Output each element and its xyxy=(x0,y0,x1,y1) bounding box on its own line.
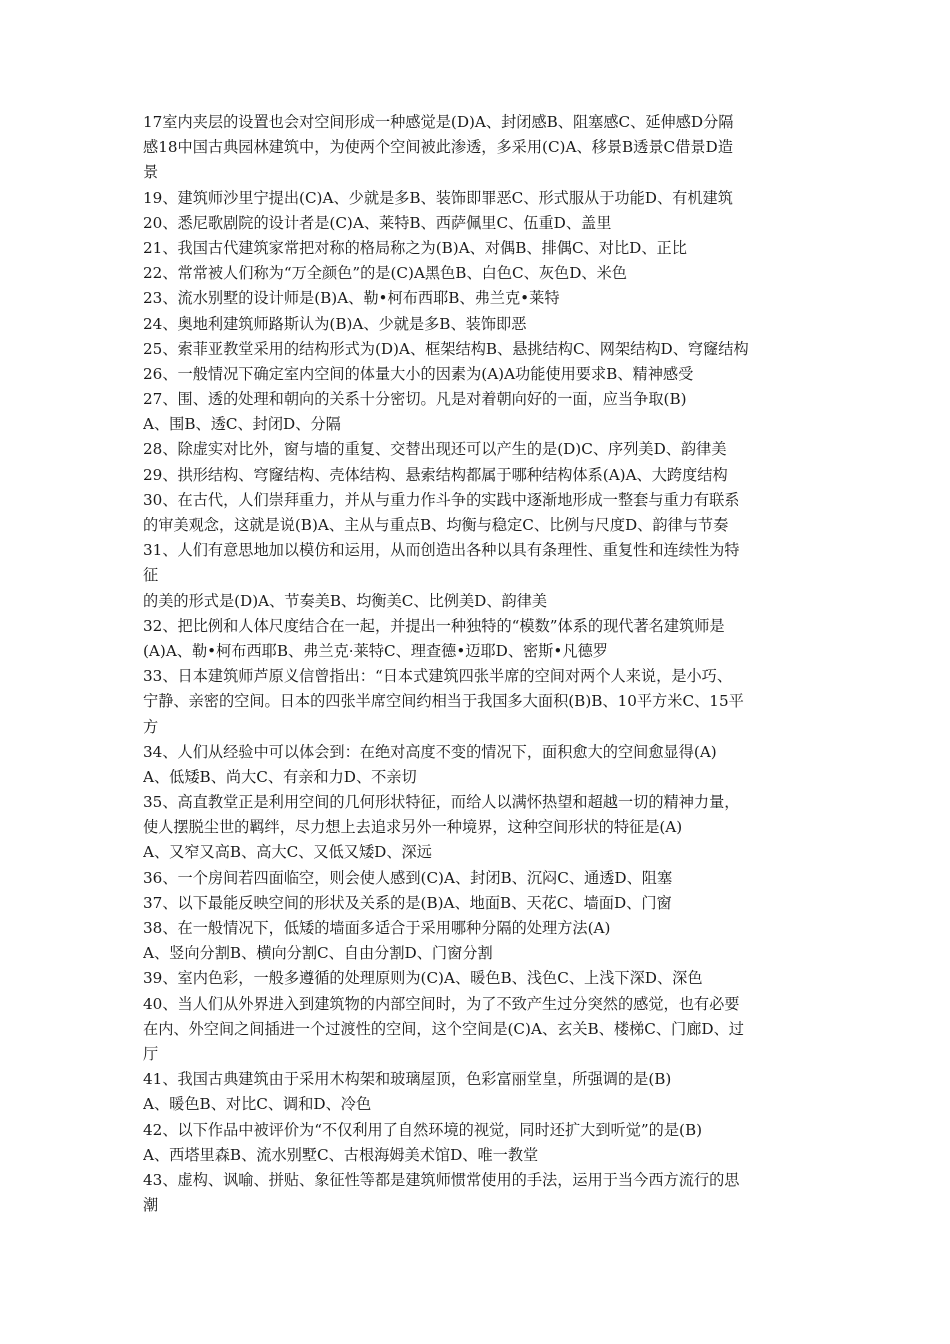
text-line: 30、在古代，人们崇拜重力，并从与重力作斗争的实践中逐渐地形成一整套与重力有联系 xyxy=(143,490,740,509)
text-line: 21、我国古代建筑家常把对称的格局称之为(B)A、对偶B、排偶C、对比D、正比 xyxy=(143,238,687,257)
text-line: 28、除虚实对比外，窗与墙的重复、交替出现还可以产生的是(D)C、序列美D、韵律美 xyxy=(143,440,727,459)
text-line: 感18中国古典园林建筑中，为使两个空间被此渗透，多采用(C)A、移景B透景C借景D造 xyxy=(143,138,733,157)
text-line: 29、拱形结构、穹窿结构、壳体结构、悬索结构都属于哪种结构体系(A)A、大跨度结构 xyxy=(143,465,728,484)
text-line: 42、以下作品中被评价为“不仅利用了自然环境的视觉，同时还扩大到听觉”的是(B) xyxy=(143,1120,703,1139)
text-line: 27、围、透的处理和朝向的关系十分密切。凡是对着朝向好的一面，应当争取(B) xyxy=(143,390,687,409)
text-line: 17室内夹层的设置也会对空间形成一种感觉是(D)A、封闭感B、阻塞感C、延伸感D分隔 xyxy=(143,113,734,131)
text-line: 20、悉尼歌剧院的设计者是(C)A、莱特B、西萨佩里C、伍重D、盖里 xyxy=(143,213,612,232)
text-line: A、西塔里森B、流水别墅C、古根海姆美术馆D、唯一教堂 xyxy=(143,1145,539,1164)
text-line: 的审美观念，这就是说(B)A、主从与重点B、均衡与稳定C、比例与尺度D、韵律与节奏 xyxy=(143,516,729,534)
text-line: 31、人们有意思地加以模仿和运用，从而创造出各种以具有条理性、重复性和连续性为特 xyxy=(143,541,740,560)
text-line: 的美的形式是(D)A、节奏美B、均衡美C、比例美D、韵律美 xyxy=(143,591,548,610)
text-line: A、低矮B、尚大C、有亲和力D、不亲切 xyxy=(143,767,417,786)
text-line: 23、流水别墅的设计师是(B)A、勒•柯布西耶B、弗兰克•莱特 xyxy=(143,289,560,308)
text-line: 36、一个房间若四面临空，则会使人感到(C)A、封闭B、沉闷C、通透D、阻塞 xyxy=(143,868,673,887)
text-line: 方 xyxy=(143,717,159,736)
text-line: A、围B、透C、封闭D、分隔 xyxy=(143,415,341,434)
text-line: 在内、外空间之间插进一个过渡性的空间，这个空间是(C)A、玄关B、楼梯C、门廊D、过 xyxy=(143,1019,744,1038)
text-line: 35、高直教堂正是利用空间的几何形状特征，而给人以满怀热望和超越一切的精神力量， xyxy=(143,793,740,812)
text-line: 22、常常被人们称为“万全颜色”的是(C)A黑色B、白色C、灰色D、米色 xyxy=(143,264,627,283)
text-line: 40、当人们从外界进入到建筑物的内部空间时，为了不致产生过分突然的感觉，也有必要 xyxy=(143,994,740,1013)
text-line: 景 xyxy=(143,163,159,182)
text-line: 38、在一般情况下，低矮的墙面多适合于采用哪种分隔的处理方法(A) xyxy=(143,919,611,937)
text-line: 39、室内色彩，一般多遵循的处理原则为(C)A、暖色B、浅色C、上浅下深D、深色 xyxy=(143,969,703,988)
text-line: 33、日本建筑师芦原义信曾指出：“日本式建筑四张半席的空间对两个人来说，是小巧、 xyxy=(143,667,733,686)
text-line: 厅 xyxy=(143,1044,159,1063)
text-line: 32、把比例和人体尺度结合在一起，并提出一种独特的“模数”体系的现代著名建筑师是 xyxy=(143,616,725,635)
text-line: 25、索菲亚教堂采用的结构形式为(D)A、框架结构B、悬挑结构C、网架结构D、穹窿结构 xyxy=(143,339,749,358)
text-line: 26、一般情况下确定室内空间的体量大小的因素为(A)A功能使用要求B、精神感受 xyxy=(143,364,694,383)
text-line: (A)A、勒•柯布西耶B、弗兰克·莱特C、理查德•迈耶D、密斯•凡德罗 xyxy=(143,641,608,660)
text-line: 37、以下最能反映空间的形状及关系的是(B)A、地面B、天花C、墙面D、门窗 xyxy=(143,893,672,912)
text-line: A、竖向分割B、横向分割C、自由分割D、门窗分割 xyxy=(143,944,493,963)
text-line: 43、虚构、讽喻、拼贴、象征性等都是建筑师惯常使用的手法，运用于当今西方流行的思 xyxy=(143,1170,740,1189)
document-body xyxy=(143,110,815,1218)
text-line: 使人摆脱尘世的羁绊，尽力想上去追求另外一种境界，这种空间形状的特征是(A) xyxy=(143,818,683,837)
text-line: A、又窄又高B、高大C、又低又矮D、深远 xyxy=(143,843,432,862)
text-line: 19、建筑师沙里宁提出(C)A、少就是多B、装饰即罪恶C、形式服从于功能D、有机建筑 xyxy=(143,188,733,207)
text-line: 41、我国古典建筑由于采用木构架和玻璃屋顶，色彩富丽堂皇，所强调的是(B) xyxy=(143,1070,672,1089)
text-line: 征 xyxy=(143,566,159,585)
text-line: 潮 xyxy=(143,1196,159,1215)
text-line: A、暖色B、对比C、调和D、冷色 xyxy=(143,1095,372,1114)
text-line: 34、人们从经验中可以体会到：在绝对高度不变的情况下，面积愈大的空间愈显得(A) xyxy=(143,742,717,761)
text-line: 宁静、亲密的空间。日本的四张半席空间约相当于我国多大面积(B)B、10平方米C、15平 xyxy=(143,692,744,711)
text-line: 24、奥地利建筑师路斯认为(B)A、少就是多B、装饰即恶 xyxy=(143,314,527,333)
